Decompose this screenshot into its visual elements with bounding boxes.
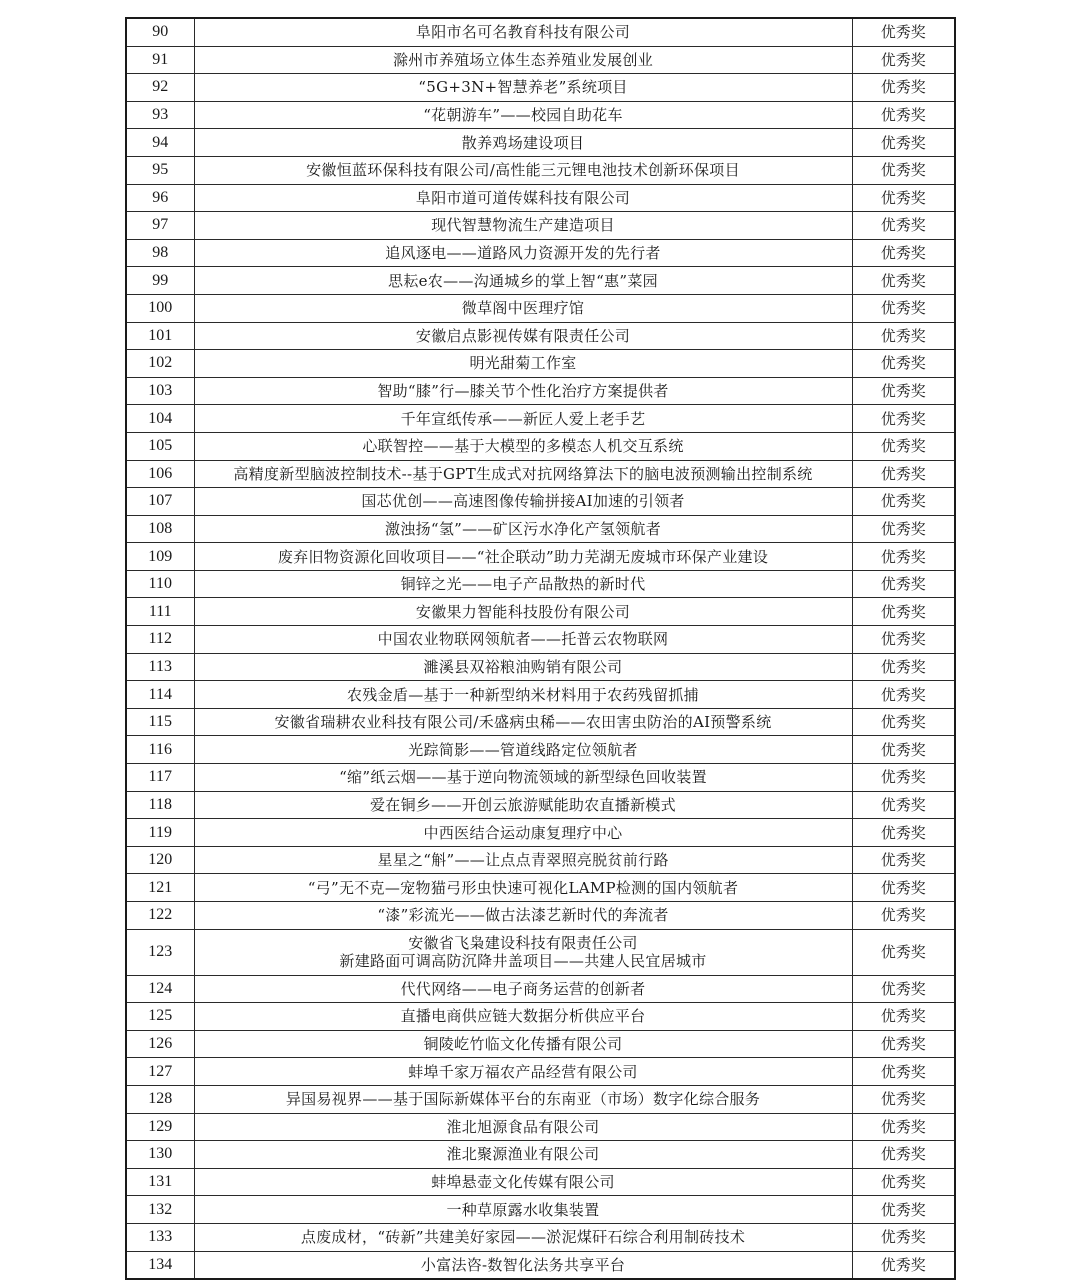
- award-level: 优秀奖: [852, 405, 955, 433]
- project-name: 激浊扬“氢”——矿区污水净化产氢领航者: [384, 519, 662, 538]
- table-row: [126, 764, 955, 792]
- project-name-cell: [194, 1003, 852, 1031]
- project-name: 爱在铜乡——开创云旅游赋能助农直播新模式: [369, 795, 676, 814]
- table-row: [126, 432, 955, 460]
- award-level: 优秀奖: [852, 1085, 955, 1113]
- project-name-cell: [194, 377, 852, 405]
- row-number: 102: [126, 350, 194, 378]
- award-level: 优秀奖: [852, 1030, 955, 1058]
- table-row: [126, 1003, 955, 1031]
- table-row: [126, 156, 955, 184]
- award-level: 优秀奖: [852, 975, 955, 1003]
- project-name-cell: [194, 1168, 852, 1196]
- award-level: 优秀奖: [852, 239, 955, 267]
- row-number: 128: [126, 1085, 194, 1113]
- project-name: 铜陵屹竹临文化传播有限公司: [423, 1035, 623, 1054]
- award-level: 优秀奖: [852, 736, 955, 764]
- project-name: 中西医结合运动康复理疗中心: [423, 823, 623, 842]
- award-level: 优秀奖: [852, 267, 955, 295]
- row-number: 91: [126, 46, 194, 74]
- row-number: 132: [126, 1196, 194, 1224]
- award-level: 优秀奖: [852, 708, 955, 736]
- project-name: 明光甜菊工作室: [469, 354, 577, 373]
- project-name-cell: [194, 184, 852, 212]
- table-row: [126, 1196, 955, 1224]
- project-name-cell: [194, 156, 852, 184]
- row-number: 96: [126, 184, 194, 212]
- row-number: 105: [126, 432, 194, 460]
- project-name-cell: [194, 874, 852, 902]
- project-name: 阜阳市名可名教育科技有限公司: [415, 23, 631, 42]
- project-name-cell: [194, 322, 852, 350]
- row-number: 99: [126, 267, 194, 295]
- table-row: [126, 1223, 955, 1251]
- table-row: [126, 515, 955, 543]
- project-name: 现代智慧物流生产建造项目: [431, 216, 615, 235]
- row-number: 123: [126, 929, 194, 975]
- project-name: 中国农业物联网领航者——托普云农物联网: [377, 630, 669, 649]
- project-name: 代代网络——电子商务运营的创新者: [400, 979, 646, 998]
- project-name: 新建路面可调高防沉降井盖项目——共建人民宜居城市: [339, 952, 707, 971]
- award-level: 优秀奖: [852, 791, 955, 819]
- project-name: 微草阁中医理疗馆: [461, 299, 585, 318]
- project-name-cell: [194, 405, 852, 433]
- award-level: 优秀奖: [852, 432, 955, 460]
- award-level: 优秀奖: [852, 1113, 955, 1141]
- project-name: 淮北聚源渔业有限公司: [446, 1145, 600, 1164]
- project-name: 千年宣纸传承——新匠人爱上老手艺: [400, 409, 646, 428]
- project-name-cell: [194, 46, 852, 74]
- table-row: [126, 46, 955, 74]
- row-number: 101: [126, 322, 194, 350]
- project-name: 安徽省飞枭建设科技有限责任公司: [408, 934, 638, 953]
- award-level: 优秀奖: [852, 1196, 955, 1224]
- award-level: 优秀奖: [852, 653, 955, 681]
- award-list-table: [125, 17, 956, 1280]
- award-level: 优秀奖: [852, 294, 955, 322]
- project-name: 国芯优创——高速图像传输拼接AI加速的引领者: [361, 492, 685, 511]
- project-name-cell: [194, 1251, 852, 1279]
- table-row: [126, 101, 955, 129]
- row-number: 90: [126, 18, 194, 46]
- project-name-cell: [194, 570, 852, 598]
- project-name: “花朝游车”——校园自助花车: [423, 106, 623, 125]
- award-level: 优秀奖: [852, 874, 955, 902]
- project-name-cell: [194, 129, 852, 157]
- award-level: 优秀奖: [852, 626, 955, 654]
- project-name: 智助“膝”行—膝关节个性化治疗方案提供者: [377, 382, 669, 401]
- row-number: 118: [126, 791, 194, 819]
- table-row: [126, 1085, 955, 1113]
- project-name-cell: [194, 212, 852, 240]
- project-name-cell: [194, 1196, 852, 1224]
- table-row: [126, 791, 955, 819]
- project-name: 安徽果力智能科技股份有限公司: [415, 602, 631, 621]
- award-level: 优秀奖: [852, 1168, 955, 1196]
- project-name: 淮北旭源食品有限公司: [446, 1117, 600, 1136]
- project-name: 星星之“斛”——让点点青翠照亮脱贫前行路: [377, 851, 669, 870]
- row-number: 95: [126, 156, 194, 184]
- project-name-cell: [194, 598, 852, 626]
- project-name-cell: [194, 1223, 852, 1251]
- project-name-cell: [194, 350, 852, 378]
- table-row: [126, 18, 955, 46]
- project-name-cell: [194, 488, 852, 516]
- award-level: 优秀奖: [852, 1003, 955, 1031]
- table-row: [126, 819, 955, 847]
- table-row: [126, 488, 955, 516]
- table-row: [126, 1113, 955, 1141]
- award-level: 优秀奖: [852, 129, 955, 157]
- table-row: [126, 736, 955, 764]
- award-level: 优秀奖: [852, 488, 955, 516]
- project-name: 铜锌之光——电子产品散热的新时代: [400, 575, 646, 594]
- project-name: 光踪简影——管道线路定位领航者: [408, 740, 638, 759]
- project-name-cell: [194, 432, 852, 460]
- project-name: 安徽省瑞耕农业科技有限公司/禾盛病虫稀——农田害虫防治的AI预警系统: [274, 713, 772, 732]
- project-name-cell: [194, 929, 852, 975]
- project-name: 蚌埠千家万福农产品经营有限公司: [408, 1062, 638, 1081]
- project-name: 高精度新型脑波控制技术--基于GPT生成式对抗网络算法下的脑电波预测输出控制系统: [233, 464, 813, 483]
- project-name: 安徽启点影视传媒有限责任公司: [415, 326, 631, 345]
- row-number: 103: [126, 377, 194, 405]
- award-level: 优秀奖: [852, 929, 955, 975]
- project-name: “漆”彩流光——做古法漆艺新时代的奔流者: [377, 906, 669, 925]
- table-row: [126, 129, 955, 157]
- project-name: 思耘e农——沟通城乡的掌上智“惠”菜园: [388, 271, 658, 290]
- table-row: [126, 212, 955, 240]
- project-name-cell: [194, 736, 852, 764]
- row-number: 94: [126, 129, 194, 157]
- table-row: [126, 975, 955, 1003]
- row-number: 114: [126, 681, 194, 709]
- row-number: 120: [126, 846, 194, 874]
- award-level: 优秀奖: [852, 1141, 955, 1169]
- award-level: 优秀奖: [852, 1058, 955, 1086]
- award-level: 优秀奖: [852, 598, 955, 626]
- table-row: [126, 1058, 955, 1086]
- row-number: 116: [126, 736, 194, 764]
- project-name-cell: [194, 294, 852, 322]
- project-name: 蚌埠悬壶文化传媒有限公司: [431, 1173, 615, 1192]
- project-name: 点废成材，“砖新”共建美好家园——淤泥煤矸石综合利用制砖技术: [300, 1228, 746, 1247]
- award-level: 优秀奖: [852, 460, 955, 488]
- award-level: 优秀奖: [852, 764, 955, 792]
- table-row: [126, 239, 955, 267]
- project-name-cell: [194, 460, 852, 488]
- award-level: 优秀奖: [852, 681, 955, 709]
- project-name: 滁州市养殖场立体生态养殖业发展创业: [392, 50, 654, 69]
- table-row: [126, 598, 955, 626]
- table-row: [126, 929, 955, 975]
- table-row: [126, 405, 955, 433]
- row-number: 122: [126, 902, 194, 930]
- row-number: 121: [126, 874, 194, 902]
- award-level: 优秀奖: [852, 322, 955, 350]
- project-name: “5G+3N+智慧养老”系统项目: [418, 78, 628, 97]
- project-name-cell: [194, 819, 852, 847]
- project-name-cell: [194, 18, 852, 46]
- project-name: 阜阳市道可道传媒科技有限公司: [415, 188, 631, 207]
- project-name-cell: [194, 653, 852, 681]
- table-row: [126, 902, 955, 930]
- row-number: 98: [126, 239, 194, 267]
- project-name: 废弃旧物资源化回收项目——“社企联动”助力芜湖无废城市环保产业建设: [277, 547, 769, 566]
- project-name-cell: [194, 239, 852, 267]
- table-row: [126, 543, 955, 571]
- project-name-cell: [194, 101, 852, 129]
- award-level: 优秀奖: [852, 350, 955, 378]
- row-number: 125: [126, 1003, 194, 1031]
- table-row: [126, 626, 955, 654]
- award-level: 优秀奖: [852, 1251, 955, 1279]
- table-row: [126, 460, 955, 488]
- project-name-cell: [194, 626, 852, 654]
- table-row: [126, 322, 955, 350]
- award-level: 优秀奖: [852, 18, 955, 46]
- project-name: “弓”无不克—宠物猫弓形虫快速可视化LAMP检测的国内领航者: [307, 878, 739, 897]
- row-number: 119: [126, 819, 194, 847]
- project-name: 濉溪县双裕粮油购销有限公司: [423, 657, 623, 676]
- project-name-cell: [194, 791, 852, 819]
- row-number: 108: [126, 515, 194, 543]
- table-row: [126, 846, 955, 874]
- project-name-cell: [194, 764, 852, 792]
- project-name-cell: [194, 1113, 852, 1141]
- project-name-cell: [194, 543, 852, 571]
- project-name-cell: [194, 1030, 852, 1058]
- project-name-cell: [194, 708, 852, 736]
- project-name-cell: [194, 975, 852, 1003]
- table-row: [126, 267, 955, 295]
- project-name-cell: [194, 846, 852, 874]
- award-level: 优秀奖: [852, 570, 955, 598]
- table-row: [126, 350, 955, 378]
- row-number: 129: [126, 1113, 194, 1141]
- award-level: 优秀奖: [852, 819, 955, 847]
- award-level: 优秀奖: [852, 156, 955, 184]
- table-row: [126, 681, 955, 709]
- project-name: “缩”纸云烟——基于逆向物流领域的新型绿色回收装置: [339, 768, 707, 787]
- row-number: 111: [126, 598, 194, 626]
- project-name-cell: [194, 1058, 852, 1086]
- award-level: 优秀奖: [852, 377, 955, 405]
- table-row: [126, 1168, 955, 1196]
- project-name-cell: [194, 1085, 852, 1113]
- project-name: 农残金盾—基于一种新型纳米材料用于农药残留抓捕: [347, 685, 699, 704]
- project-name: 散养鸡场建设项目: [461, 133, 585, 152]
- project-name-cell: [194, 267, 852, 295]
- table-row: [126, 708, 955, 736]
- row-number: 100: [126, 294, 194, 322]
- row-number: 107: [126, 488, 194, 516]
- award-level: 优秀奖: [852, 1223, 955, 1251]
- project-name: 异国易视界——基于国际新媒体平台的东南亚（市场）数字化综合服务: [285, 1090, 761, 1109]
- award-level: 优秀奖: [852, 902, 955, 930]
- table-row: [126, 653, 955, 681]
- award-level: 优秀奖: [852, 515, 955, 543]
- row-number: 92: [126, 74, 194, 102]
- row-number: 124: [126, 975, 194, 1003]
- award-level: 优秀奖: [852, 101, 955, 129]
- row-number: 115: [126, 708, 194, 736]
- table-row: [126, 74, 955, 102]
- row-number: 131: [126, 1168, 194, 1196]
- project-name: 直播电商供应链大数据分析供应平台: [400, 1007, 646, 1026]
- row-number: 134: [126, 1251, 194, 1279]
- row-number: 110: [126, 570, 194, 598]
- row-number: 106: [126, 460, 194, 488]
- project-name: 追风逐电——道路风力资源开发的先行者: [385, 244, 661, 263]
- award-level: 优秀奖: [852, 184, 955, 212]
- row-number: 97: [126, 212, 194, 240]
- table-row: [126, 1030, 955, 1058]
- project-name: 安徽恒蓝环保科技有限公司/高性能三元锂电池技术创新环保项目: [306, 161, 740, 180]
- table-row: [126, 1251, 955, 1279]
- table-row: [126, 377, 955, 405]
- row-number: 133: [126, 1223, 194, 1251]
- table-row: [126, 184, 955, 212]
- award-level: 优秀奖: [852, 543, 955, 571]
- project-name: 心联智控——基于大模型的多模态人机交互系统: [362, 437, 684, 456]
- project-name: 小富法咨-数智化法务共享平台: [420, 1255, 626, 1274]
- award-level: 优秀奖: [852, 212, 955, 240]
- row-number: 126: [126, 1030, 194, 1058]
- table-row: [126, 294, 955, 322]
- award-list-body: [126, 18, 955, 1279]
- project-name-cell: [194, 902, 852, 930]
- project-name-cell: [194, 515, 852, 543]
- project-name-cell: [194, 1141, 852, 1169]
- row-number: 112: [126, 626, 194, 654]
- row-number: 113: [126, 653, 194, 681]
- table-row: [126, 874, 955, 902]
- table-row: [126, 570, 955, 598]
- row-number: 127: [126, 1058, 194, 1086]
- award-level: 优秀奖: [852, 846, 955, 874]
- table-row: [126, 1141, 955, 1169]
- row-number: 93: [126, 101, 194, 129]
- row-number: 104: [126, 405, 194, 433]
- row-number: 109: [126, 543, 194, 571]
- project-name-cell: [194, 681, 852, 709]
- row-number: 130: [126, 1141, 194, 1169]
- project-name: 一种草原露水收集装置: [446, 1200, 600, 1219]
- award-level: 优秀奖: [852, 74, 955, 102]
- project-name-cell: [194, 74, 852, 102]
- award-level: 优秀奖: [852, 46, 955, 74]
- row-number: 117: [126, 764, 194, 792]
